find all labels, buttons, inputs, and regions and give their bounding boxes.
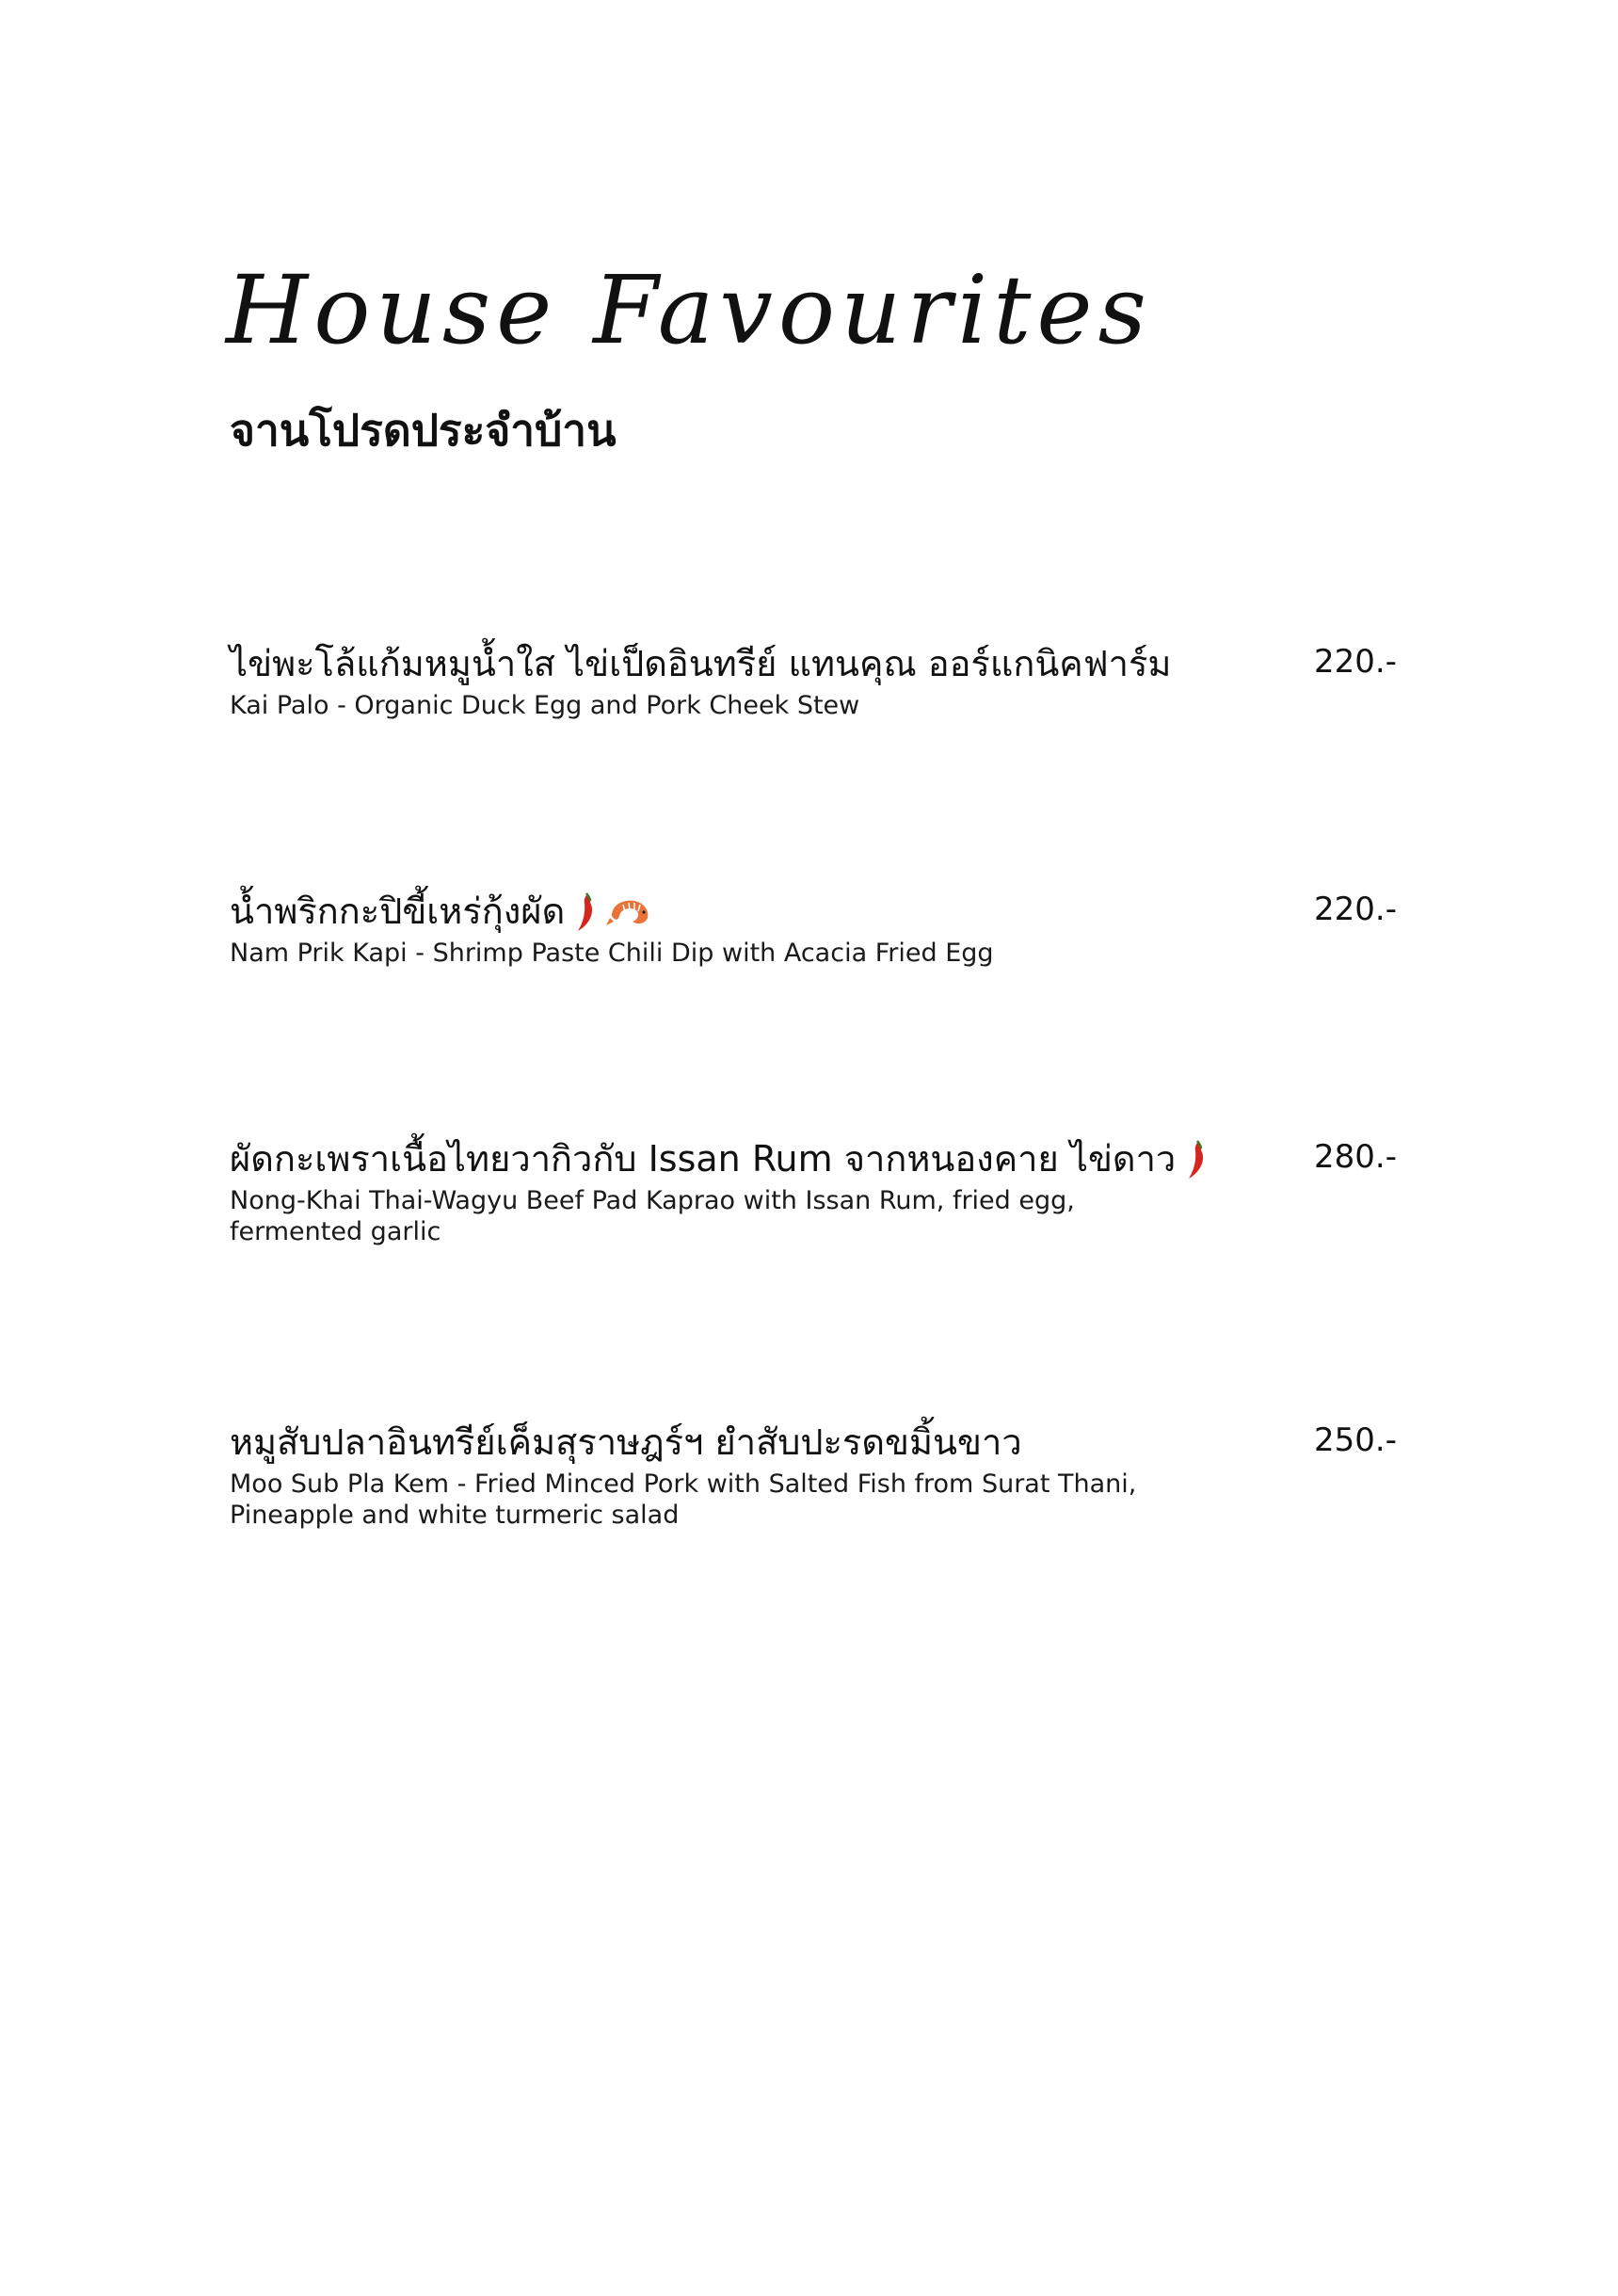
chili-icon xyxy=(1185,1139,1208,1180)
menu-item-name-english: Moo Sub Pla Kem - Fried Minced Pork with Salted Fish from Surat Thani, Pineapple and white turmeric salad xyxy=(230,1469,1137,1531)
menu-item-name-english: Kai Palo - Organic Duck Egg and Pork Cheek Stew xyxy=(230,690,860,720)
menu-item-name-thai-text: หมูสับปลาอินทรีย์เค็มสุราษฎร์ฯ ยำสับปะรดขมิ้นขาว xyxy=(230,1421,1022,1463)
menu-item-name-english: Nong-Khai Thai-Wagyu Beef Pad Kaprao with Issan Rum, fried egg, fermented garlic xyxy=(230,1185,1075,1247)
menu-item-price: 220.- xyxy=(1314,643,1397,681)
menu-item-name-thai-text: ผัดกะเพราเนื้อไทยวากิวกับ Issan Rum จากหนองคาย ไข่ดาว xyxy=(230,1138,1177,1180)
menu-item-price: 250.- xyxy=(1314,1421,1397,1459)
menu-item-name-thai-text: น้ำพริกกะปิขี้เหร่กุ้งผัด xyxy=(230,891,566,932)
menu-item-name-english: Nam Prik Kapi - Shrimp Paste Chili Dip with Acacia Fried Egg xyxy=(230,938,994,968)
menu-item-name-thai xyxy=(230,1138,1397,1181)
page-title: House Favourites xyxy=(226,255,1152,365)
menu-item xyxy=(230,643,1397,721)
menu-item xyxy=(230,891,1397,969)
menu-item-price: 280.- xyxy=(1314,1138,1397,1176)
chili-icon xyxy=(574,891,597,933)
menu-item xyxy=(230,1138,1397,1248)
shrimp-icon xyxy=(606,893,651,931)
menu-item xyxy=(230,1421,1397,1532)
menu-item-name-thai xyxy=(230,1421,1397,1465)
menu-item-price: 220.- xyxy=(1314,891,1397,928)
page-subtitle-thai: จานโปรดประจำบ้าน xyxy=(230,405,617,456)
menu-item-name-thai-text: ไข่พะโล้แก้มหมูน้ำใส ไข่เป็ดอินทรีย์ แทนคุณ ออร์แกนิคฟาร์ม xyxy=(230,643,1172,684)
menu-item-name-thai xyxy=(230,643,1397,686)
menu-item-name-thai xyxy=(230,891,1397,934)
